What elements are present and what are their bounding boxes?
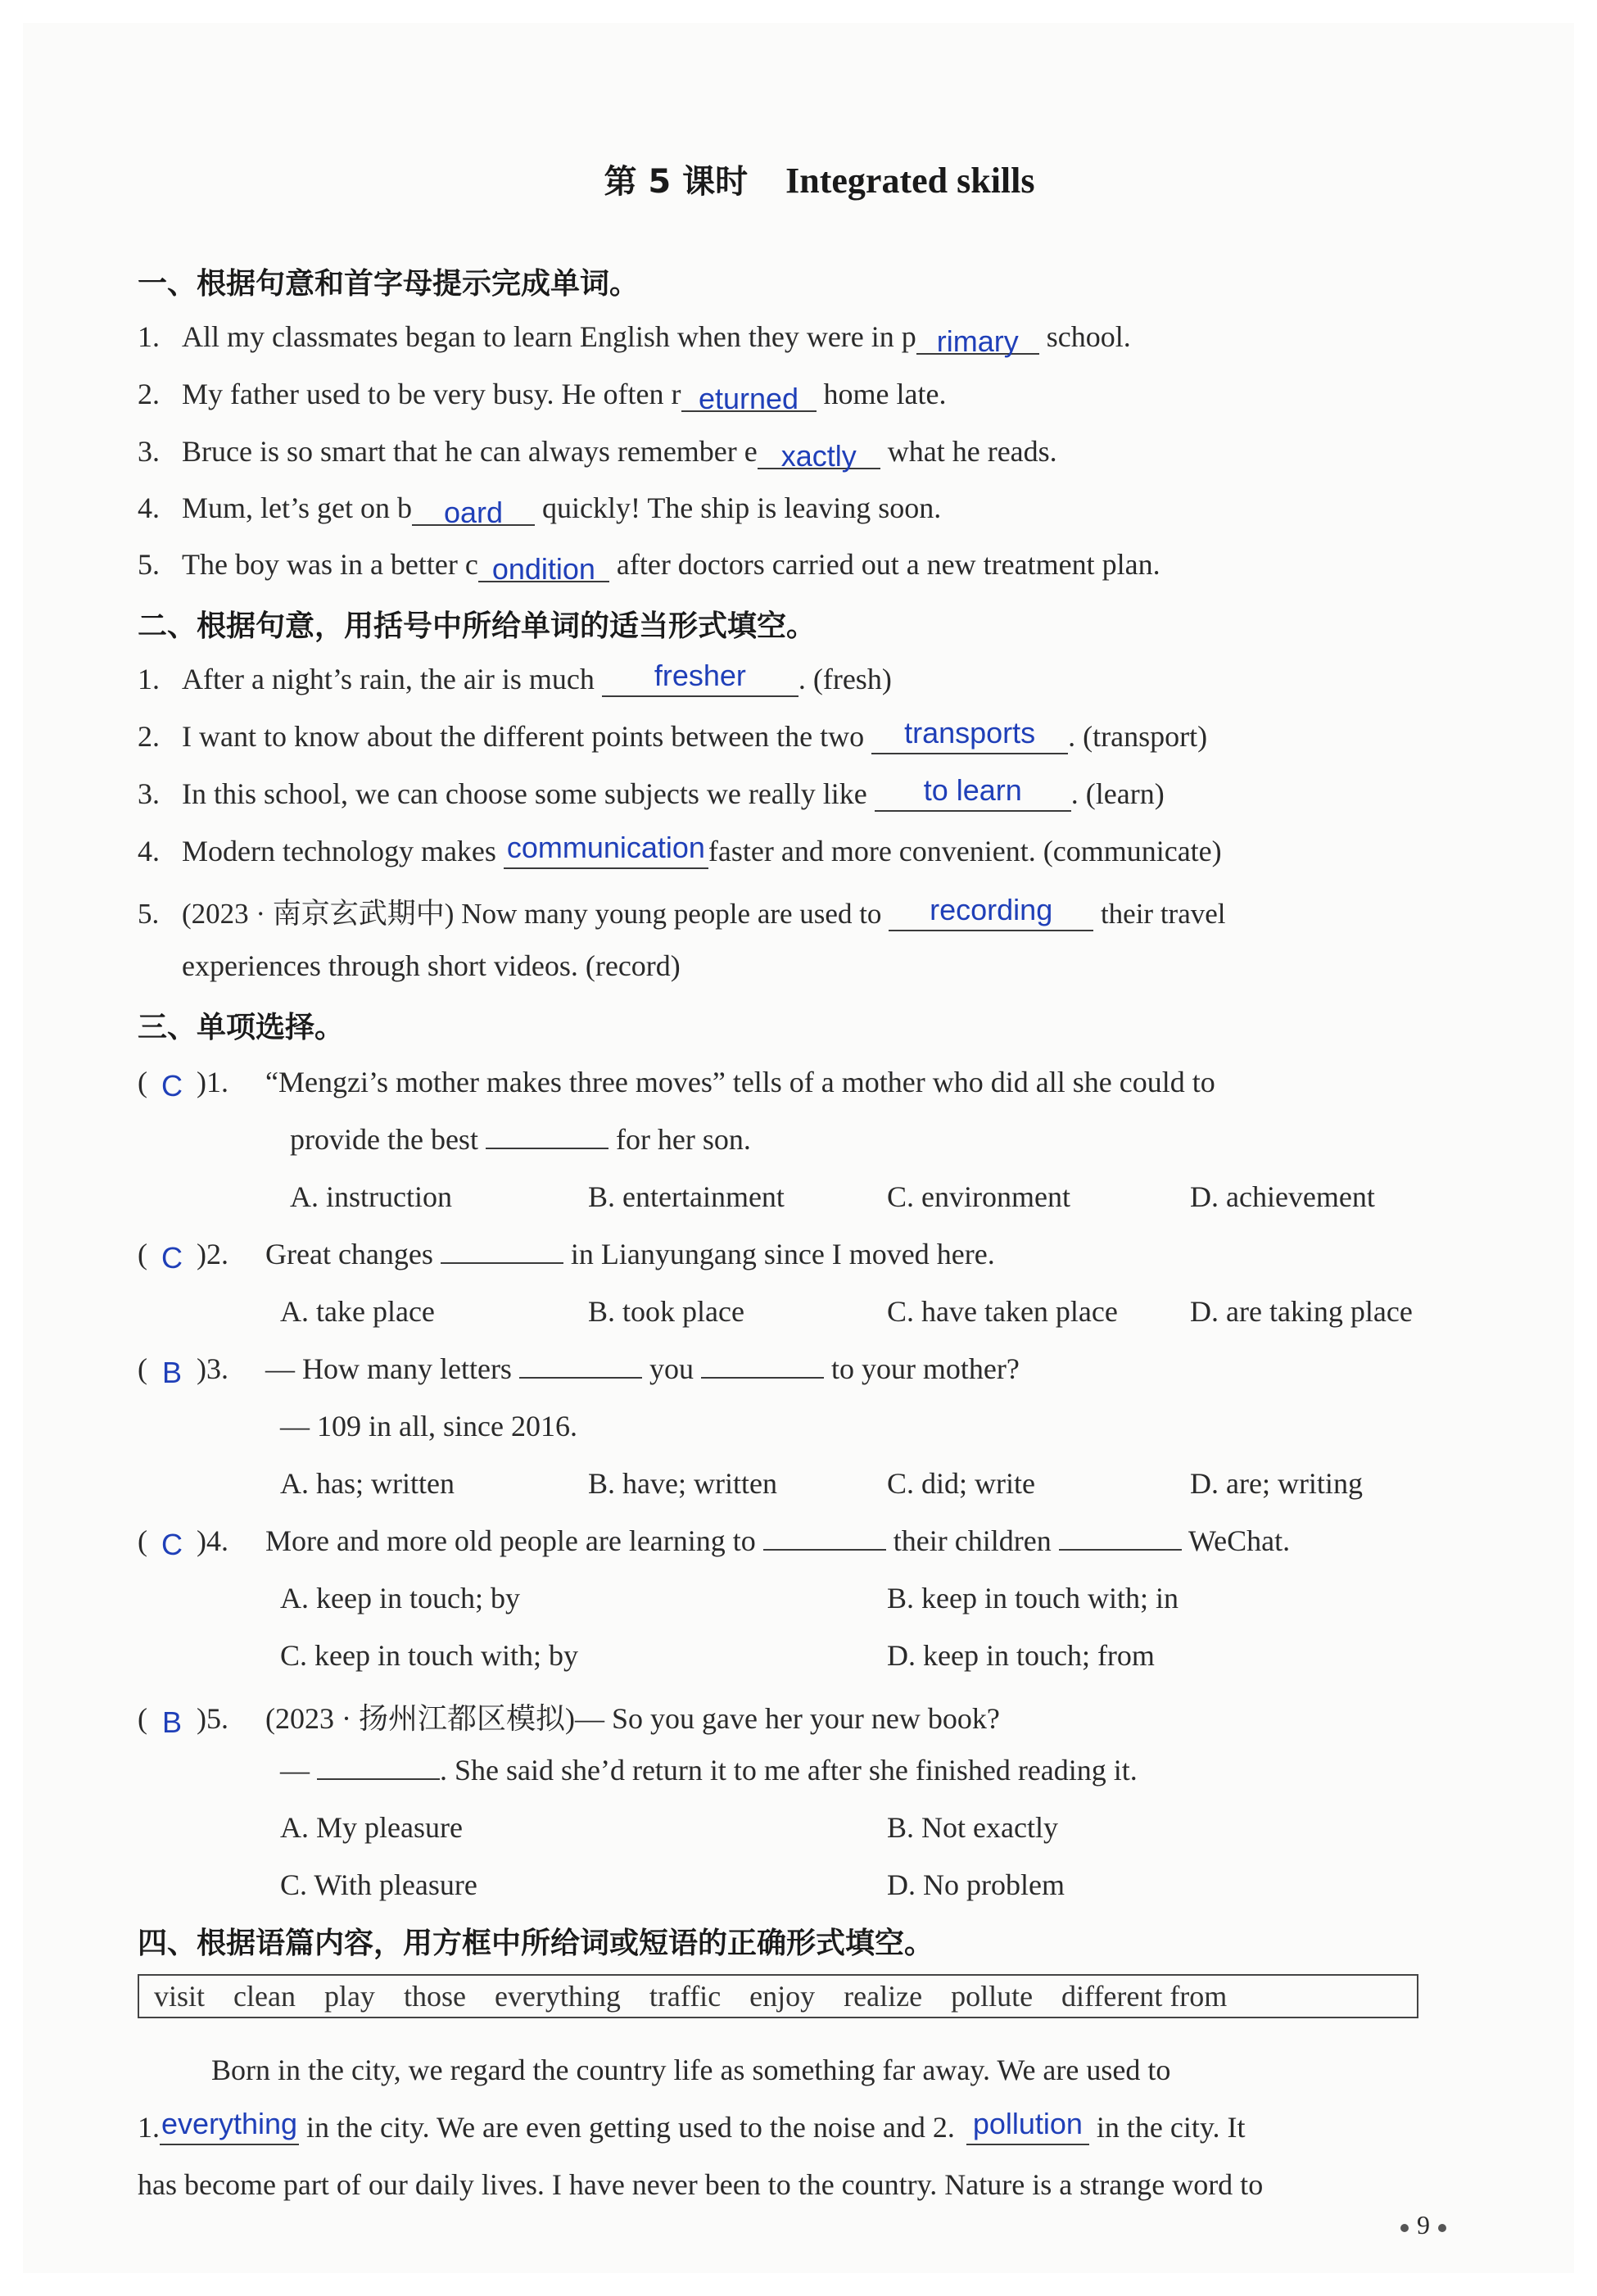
- word-box-item: visit: [154, 1980, 206, 2013]
- mc-option[interactable]: D. are taking place: [1190, 1295, 1413, 1328]
- word-box-item: different from: [1061, 1980, 1228, 2013]
- title-cn: 第 5 课时: [604, 163, 749, 201]
- mc-option[interactable]: A. My pleasure: [280, 1811, 463, 1844]
- word-box: [138, 1974, 1418, 2018]
- part1-item-2: 2. My father used to be very busy. He often r eturned home late.: [138, 378, 947, 415]
- answer-blank[interactable]: recording: [889, 898, 1093, 931]
- mc-answer[interactable]: C: [161, 1069, 183, 1103]
- section-2-heading: 二、根据句意，用括号中所给单词的适当形式填空。: [138, 609, 817, 643]
- mc-option[interactable]: C. environment: [887, 1180, 1070, 1213]
- word-box-item: realize: [844, 1980, 923, 2013]
- mc-option[interactable]: D. achievement: [1190, 1180, 1375, 1213]
- passage-line-1: Born in the city, we regard the country life as something far away. We are used to: [211, 2054, 1171, 2086]
- answer-blank[interactable]: transports: [871, 721, 1068, 754]
- word-box-item: everything: [494, 1980, 621, 2013]
- mc-question-5-line2: — . She said she’d return it to me after she finished reading it.: [280, 1754, 1138, 1787]
- section-1-heading: 一、根据句意和首字母提示完成单词。: [138, 267, 640, 301]
- mc-question-3: ( B )3. — How many letters you to your mother?: [138, 1352, 1020, 1389]
- mc-answer[interactable]: B: [161, 1705, 182, 1739]
- passage-line-2: 1.everything in the city. We are even getting used to the noise and 2. pollution in the city. It: [138, 2107, 1246, 2144]
- page-title: [138, 156, 1501, 202]
- mc-answer[interactable]: C: [161, 1241, 183, 1275]
- mc-option[interactable]: A. instruction: [290, 1180, 452, 1213]
- question-blank: [1059, 1549, 1182, 1551]
- mc-question-4: ( C )4. More and more old people are learning to their children WeChat.: [138, 1524, 1291, 1561]
- mc-option[interactable]: A. take place: [280, 1295, 435, 1328]
- mc-question-5: ( B )5. (2023 · 扬州江都区模拟)— So you gave her your new book?: [138, 1702, 1000, 1739]
- answer-blank[interactable]: xactly: [758, 436, 880, 469]
- section-4-heading: 四、根据语篇内容，用方框中所给词或短语的正确形式填空。: [138, 1927, 934, 1960]
- part1-item-1: 1. All my classmates began to learn English when they were in p rimary school.: [138, 320, 1131, 358]
- word-box-item: enjoy: [749, 1980, 816, 2013]
- mc-option[interactable]: B. took place: [588, 1295, 744, 1328]
- answer-blank[interactable]: fresher: [602, 663, 798, 697]
- part1-item-4: 4. Mum, let’s get on b oard quickly! The ship is leaving soon.: [138, 491, 942, 529]
- title-en: Integrated skills: [785, 161, 1035, 201]
- part2-item-1: 1. After a night’s rain, the air is much fresher . (fresh): [138, 659, 892, 695]
- mc-option[interactable]: B. Not exactly: [887, 1811, 1058, 1844]
- page: [23, 23, 1574, 2273]
- mc-option[interactable]: D. are; writing: [1190, 1467, 1363, 1500]
- part2-item-5: 5. (2023 · 南京玄武期中) Now many young people are used to recording their travel: [138, 893, 1226, 930]
- mc-question-3-line2: — 109 in all, since 2016.: [280, 1410, 577, 1442]
- mc-option[interactable]: B. keep in touch with; in: [887, 1582, 1179, 1614]
- mc-option[interactable]: A. keep in touch; by: [280, 1582, 520, 1614]
- mc-option[interactable]: B. entertainment: [588, 1180, 785, 1213]
- part1-item-3: 3. Bruce is so smart that he can always remember e xactly what he reads.: [138, 435, 1057, 473]
- mc-option[interactable]: B. have; written: [588, 1467, 777, 1500]
- page-number: 9: [1392, 2210, 1454, 2240]
- answer-blank[interactable]: eturned: [681, 378, 817, 412]
- question-blank: [317, 1778, 440, 1780]
- word-box-item: those: [403, 1980, 466, 2013]
- answer-blank[interactable]: pollution: [966, 2112, 1089, 2145]
- mc-question-2: ( C )2. Great changes in Lianyungang since I moved here.: [138, 1238, 995, 1275]
- mc-option[interactable]: C. keep in touch with; by: [280, 1639, 578, 1672]
- mc-option[interactable]: D. No problem: [887, 1868, 1065, 1901]
- question-blank: [519, 1377, 642, 1379]
- answer-blank[interactable]: everything: [160, 2112, 299, 2145]
- part2-item-4: 4. Modern technology makes communication faster and more convenient. (communicate): [138, 831, 1222, 867]
- question-blank: [486, 1148, 608, 1149]
- answer-blank[interactable]: oard: [412, 492, 535, 526]
- part2-item-2: 2. I want to know about the different points between the two transports . (transport): [138, 716, 1208, 753]
- section-3-heading: 三、单项选择。: [138, 1011, 345, 1044]
- passage-line-3: has become part of our daily lives. I have never been to the country. Nature is a strange word to: [138, 2168, 1264, 2201]
- mc-question-1-line2: provide the best for her son.: [290, 1123, 751, 1156]
- part2-item-5-continued: experiences through short videos. (record): [182, 949, 681, 982]
- mc-option[interactable]: D. keep in touch; from: [887, 1639, 1155, 1672]
- mc-answer[interactable]: C: [161, 1528, 183, 1561]
- answer-blank[interactable]: communication: [504, 836, 708, 869]
- question-blank: [441, 1262, 563, 1264]
- mc-option[interactable]: A. has; written: [280, 1467, 455, 1500]
- mc-answer[interactable]: B: [161, 1356, 182, 1389]
- mc-option[interactable]: C. With pleasure: [280, 1868, 477, 1901]
- word-box-item: play: [323, 1980, 375, 2013]
- answer-blank[interactable]: rimary: [916, 321, 1039, 355]
- mc-option[interactable]: C. have taken place: [887, 1295, 1118, 1328]
- answer-blank[interactable]: to learn: [875, 778, 1071, 812]
- word-box-item: clean: [233, 1980, 296, 2013]
- mc-question-1: ( C )1. “Mengzi’s mother makes three moves” tells of a mother who did all she could to: [138, 1066, 1215, 1103]
- mc-option[interactable]: C. did; write: [887, 1467, 1035, 1500]
- question-blank: [763, 1549, 886, 1551]
- word-box-item: traffic: [649, 1980, 722, 2013]
- word-box-item: pollute: [951, 1980, 1034, 2013]
- answer-blank[interactable]: ondition: [478, 549, 609, 582]
- part2-item-3: 3. In this school, we can choose some subjects we really like to learn . (learn): [138, 773, 1165, 810]
- part1-item-5: 5. The boy was in a better c ondition after doctors carried out a new treatment plan.: [138, 548, 1160, 586]
- question-blank: [701, 1377, 824, 1379]
